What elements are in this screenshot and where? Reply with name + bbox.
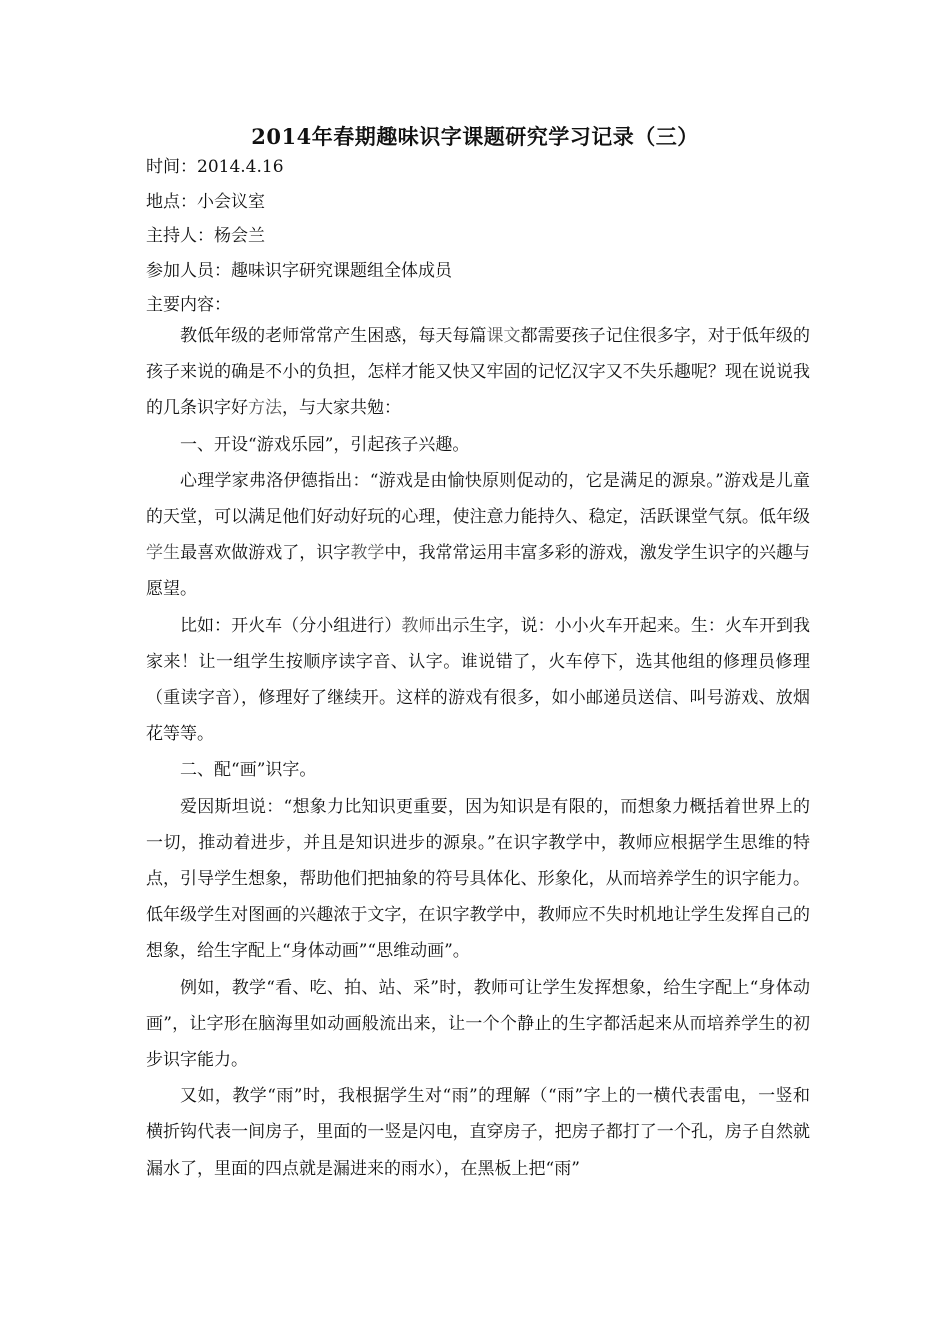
content-label: 主要内容：: [146, 295, 231, 315]
paragraph-imagination: 爱因斯坦说：“想象力比知识更重要，因为知识是有限的，而想象力概括着世界上的一切，推动着进步，并且是知识进步的源泉。”在识字教学中，教师应根据学生思维的特点，引导学生想象，帮助他们把抽象的符号具体化、形象化，从而培养学生的识字能力。低年级学生对图画的兴趣浓于文字，在识字教学中，教师应不失时机地让学生发挥自己的想象，给生字配上“身体动画”“思维动画”。: [146, 796, 810, 962]
meeting-info: [146, 150, 826, 323]
meeting-host: 主持人：杨会兰: [146, 226, 265, 246]
paragraph-game: [146, 463, 810, 608]
text-run: 教低年级的老师常常产生困惑，每天每篇: [180, 326, 487, 346]
keyword-link-jiaoshi: 教师: [401, 615, 436, 636]
text-run: 出示生字，说：小小火车开起来。生：火车开到我家来！让一组学生按顺序读字音、认字。谁说错了，火车停下，选其他组的修理员修理（重读字音），修理好了继续开。这样的游戏有很多，如小邮递员送信、叫号游戏、放烟花等等。: [146, 615, 811, 745]
keyword-link-kewen: 课文: [486, 326, 521, 346]
document-body: [146, 318, 810, 1187]
keyword-link-jiaoxue: 教学: [350, 543, 385, 564]
paragraph-intro: [146, 318, 810, 427]
keyword-link-xuesheng: 学生: [146, 543, 181, 564]
paragraph-train-example: [146, 608, 810, 753]
text-run: 都需要孩子记住很多字，对于低年级的孩子来说的确是不小的负担，怎样才能又快又牢固的记忆汉字又不失乐趣呢？现在说说我的几条识字好: [146, 326, 811, 419]
meeting-participants: 参加人员：趣味识字研究课题组全体成员: [146, 260, 452, 281]
text-run: 最喜欢做游戏了，识字: [180, 543, 351, 564]
meeting-place: 地点：小会议室: [146, 191, 265, 212]
section-heading-1: 一、开设“游戏乐园”，引起孩子兴趣。: [180, 434, 470, 455]
text-run: 比如：开火车（分小组进行）: [180, 615, 402, 636]
paragraph-example-rain: 又如，教学“雨”时，我根据学生对“雨”的理解（“雨”字上的一横代表雷电，一竖和横折钩代表一间房子，里面的一竖是闪电，直穿房子，把房子都打了一个孔，房子自然就漏水了，里面的四点就是漏进来的雨水），在黑板上把“雨”: [146, 1086, 810, 1179]
section-heading-2: 二、配“画”识字。: [180, 760, 317, 781]
document-title: 2014年春期趣味识字课题研究学习记录（三）: [251, 124, 699, 149]
text-run: 中，我常常运用丰富多彩的游戏，激发学生识字的兴趣与愿望。: [146, 543, 811, 600]
text-run: ，与大家共勉：: [282, 398, 401, 419]
keyword-link-fangfa: 方法: [248, 398, 282, 419]
text-run: 心理学家弗洛伊德指出：“游戏是由愉快原则促动的，它是满足的源泉。”游戏是儿童的天堂，可以满足他们好动好玩的心理，使注意力能持久、稳定，活跃课堂气氛。低年级: [146, 470, 810, 528]
meeting-time: 时间：2014.4.16: [146, 157, 284, 177]
paragraph-example-body: 例如，教学“看、吃、拍、站、采”时，教师可让学生发挥想象，给生字配上“身体动画”，让字形在脑海里如动画般流出来，让一个个静止的生字都活起来从而培养学生的初步识字能力。: [146, 977, 810, 1071]
